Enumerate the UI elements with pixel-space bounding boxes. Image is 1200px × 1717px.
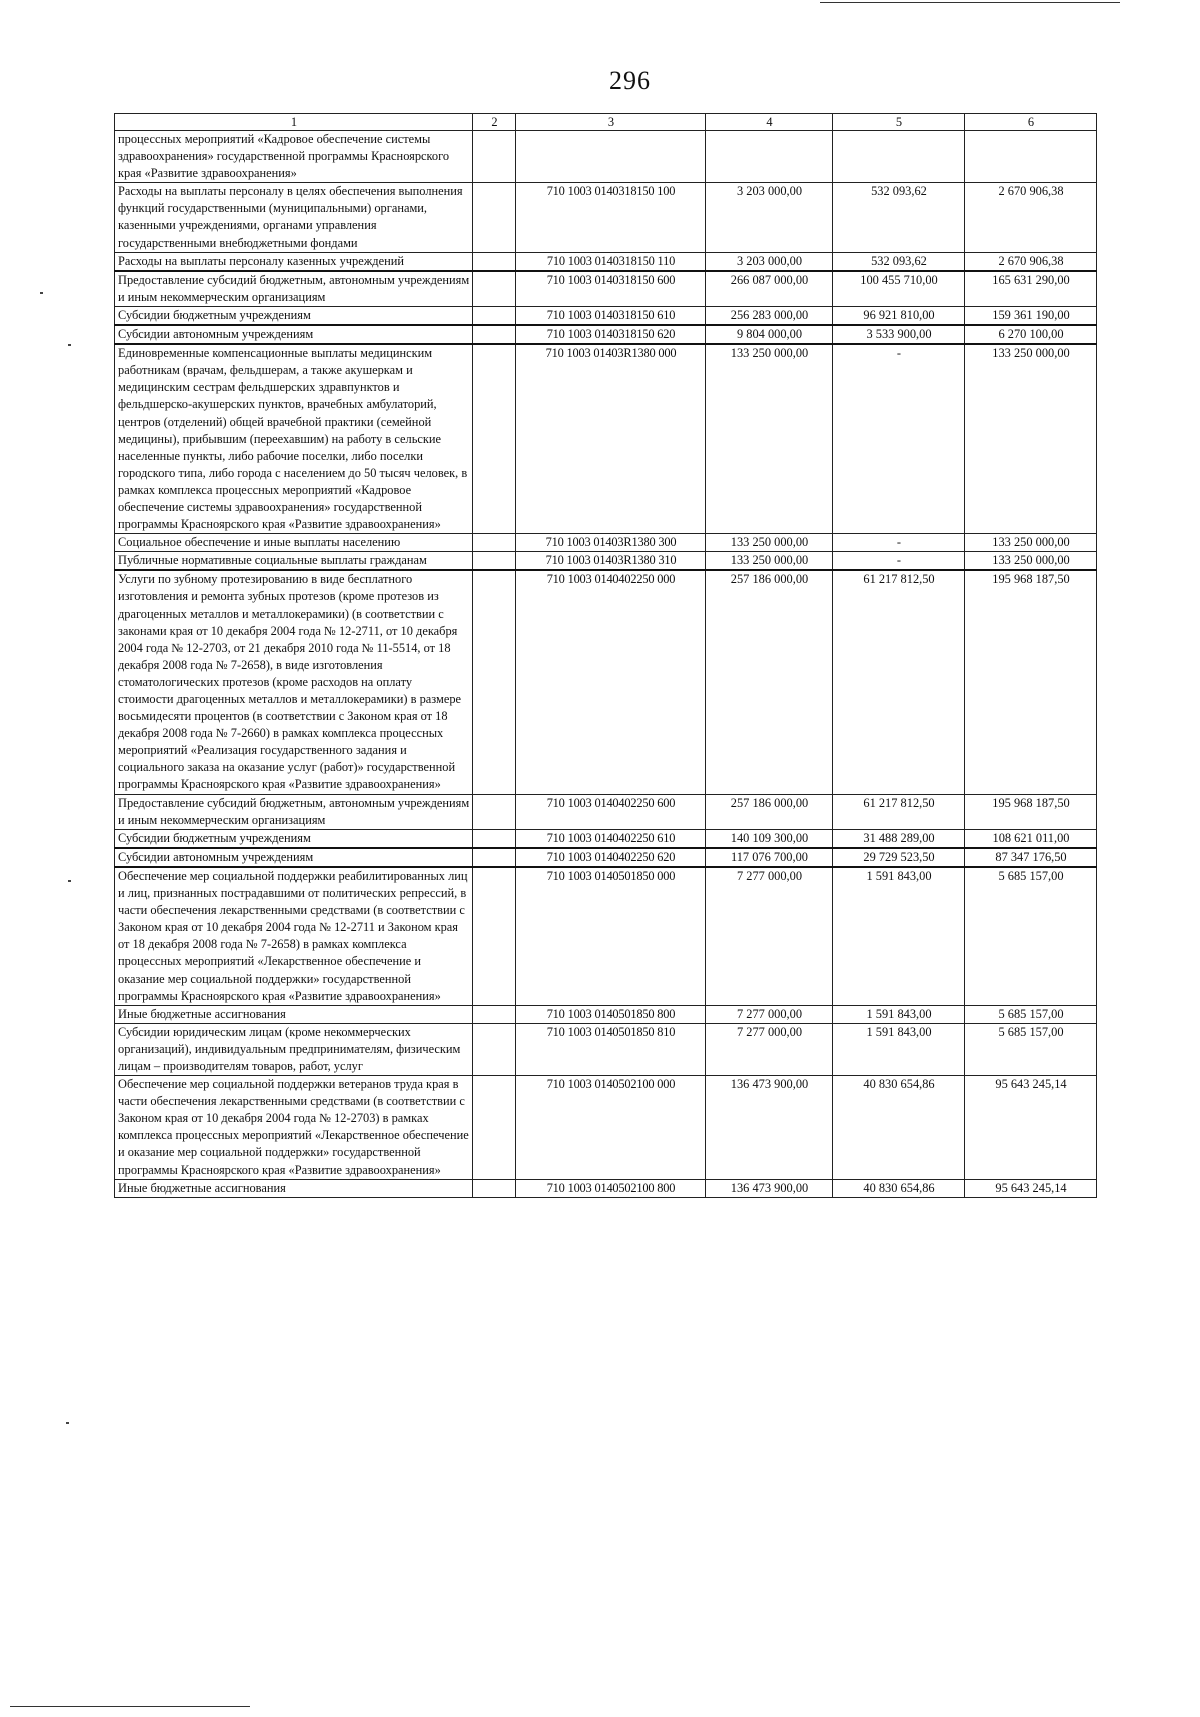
row-value-cell: 100 455 710,00	[833, 271, 965, 307]
column-number-row	[115, 114, 1097, 131]
row-name-cell: Услуги по зубному протезированию в виде бесплатного изготовления и ремонта зубных протезов (кроме протезов из драгоценных металлов и металлокерамики) (в соответствии с законами края от 10 декабря 2004 года № 12-2711, от 10 декабря 2004 года № 12-2703, от 21 декабря 2010 года № 11-5514, от 18 декабря 2008 года № 7-2658), в виде изготовления стоматологических протезов (кроме расходов на оплату стоимости драгоценных металлов и металлокерамики) в размере восьмидесяти процентов (в соответствии с Законом края от 18 декабря 2008 года № 7-2660) в рамках комплекса процессных мероприятий «Реализация государственного задания и социального заказа на оказание услуг (работ)» государственной программы Красноярского края «Развитие здравоохранения»	[115, 570, 473, 794]
row-value-cell: 5 685 157,00	[965, 867, 1097, 1005]
column-header: 5	[833, 114, 965, 131]
row-value-cell: 87 347 176,50	[965, 848, 1097, 867]
row-value-cell: 3 203 000,00	[706, 252, 833, 271]
row-value-cell: 133 250 000,00	[706, 344, 833, 534]
table-row	[115, 325, 1097, 344]
bottom-scan-edge	[10, 1706, 250, 1707]
row-value-cell: 31 488 289,00	[833, 829, 965, 848]
row-value-cell: 40 830 654,86	[833, 1179, 965, 1197]
row-empty-cell	[473, 534, 516, 552]
margin-mark	[40, 292, 43, 294]
row-value-cell: 40 830 654,86	[833, 1076, 965, 1180]
row-empty-cell	[473, 1179, 516, 1197]
column-header: 4	[706, 114, 833, 131]
table-row	[115, 867, 1097, 1005]
row-code-cell: 710 1003 0140402250 000	[516, 570, 706, 794]
row-name-cell: Субсидии бюджетным учреждениям	[115, 306, 473, 325]
row-value-cell: 117 076 700,00	[706, 848, 833, 867]
column-header: 6	[965, 114, 1097, 131]
row-code-cell: 710 1003 0140501850 810	[516, 1023, 706, 1075]
row-value-cell: 133 250 000,00	[706, 534, 833, 552]
row-name-cell: Обеспечение мер социальной поддержки ветеранов труда края в части обеспечения лекарственными средствами (в соответствии с Законом края от 10 декабря 2004 года № 12-2703) в рамках комплекса процессных мероприятий «Лекарственное обеспечение и оказание мер социальной поддержки» государственной программы Красноярского края «Развитие здравоохранения»	[115, 1076, 473, 1180]
row-code-cell: 710 1003 0140402250 610	[516, 829, 706, 848]
row-value-cell: 133 250 000,00	[965, 552, 1097, 571]
row-code-cell: 710 1003 01403R1380 300	[516, 534, 706, 552]
row-value-cell: 2 670 906,38	[965, 252, 1097, 271]
table-row	[115, 306, 1097, 325]
row-empty-cell	[473, 848, 516, 867]
row-empty-cell	[473, 252, 516, 271]
column-header: 1	[115, 114, 473, 131]
table-row	[115, 534, 1097, 552]
row-name-cell: Субсидии автономным учреждениям	[115, 848, 473, 867]
row-value-cell: 159 361 190,00	[965, 306, 1097, 325]
row-name-cell: Субсидии юридическим лицам (кроме некоммерческих организаций), индивидуальным предпринимателям, физическим лицам – производителям товаров, работ, услуг	[115, 1023, 473, 1075]
row-value-cell: 29 729 523,50	[833, 848, 965, 867]
row-code-cell: 710 1003 0140502100 800	[516, 1179, 706, 1197]
row-value-cell: 108 621 011,00	[965, 829, 1097, 848]
row-empty-cell	[473, 829, 516, 848]
table-row	[115, 344, 1097, 534]
margin-mark	[66, 1422, 69, 1424]
row-value-cell: 95 643 245,14	[965, 1179, 1097, 1197]
row-empty-cell	[473, 183, 516, 252]
row-name-cell: Субсидии бюджетным учреждениям	[115, 829, 473, 848]
row-code-cell: 710 1003 0140318150 610	[516, 306, 706, 325]
row-value-cell: 140 109 300,00	[706, 829, 833, 848]
table-row	[115, 252, 1097, 271]
row-code-cell: 710 1003 0140318150 620	[516, 325, 706, 344]
page-number: 296	[609, 66, 651, 95]
row-name-cell: Иные бюджетные ассигнования	[115, 1005, 473, 1023]
row-value-cell: 532 093,62	[833, 252, 965, 271]
row-code-cell	[516, 131, 706, 183]
margin-mark	[68, 344, 71, 346]
table-row	[115, 552, 1097, 571]
row-empty-cell	[473, 1023, 516, 1075]
row-name-cell: Иные бюджетные ассигнования	[115, 1179, 473, 1197]
row-value-cell: -	[833, 552, 965, 571]
table-row	[115, 1076, 1097, 1180]
column-header: 3	[516, 114, 706, 131]
table-row	[115, 794, 1097, 829]
row-value-cell: 256 283 000,00	[706, 306, 833, 325]
row-value-cell: 133 250 000,00	[706, 552, 833, 571]
row-name-cell: Субсидии автономным учреждениям	[115, 325, 473, 344]
top-scan-edge	[820, 2, 1120, 3]
row-value-cell: 5 685 157,00	[965, 1023, 1097, 1075]
table-row	[115, 829, 1097, 848]
row-code-cell: 710 1003 0140402250 600	[516, 794, 706, 829]
row-value-cell: 136 473 900,00	[706, 1179, 833, 1197]
row-value-cell: 61 217 812,50	[833, 794, 965, 829]
row-value-cell: 2 670 906,38	[965, 183, 1097, 252]
table-row	[115, 848, 1097, 867]
row-name-cell: Предоставление субсидий бюджетным, автономным учреждениям и иным некоммерческим организациям	[115, 794, 473, 829]
row-value-cell: 6 270 100,00	[965, 325, 1097, 344]
row-value-cell: 136 473 900,00	[706, 1076, 833, 1180]
row-empty-cell	[473, 552, 516, 571]
row-name-cell: Предоставление субсидий бюджетным, автономным учреждениям и иным некоммерческим организациям	[115, 271, 473, 307]
row-code-cell: 710 1003 0140501850 800	[516, 1005, 706, 1023]
table-row	[115, 570, 1097, 794]
row-value-cell: 3 533 900,00	[833, 325, 965, 344]
row-value-cell: 9 804 000,00	[706, 325, 833, 344]
row-value-cell: -	[833, 534, 965, 552]
table-row	[115, 131, 1097, 183]
row-empty-cell	[473, 1076, 516, 1180]
table-row	[115, 1005, 1097, 1023]
row-code-cell: 710 1003 0140318150 600	[516, 271, 706, 307]
row-value-cell	[833, 131, 965, 183]
row-value-cell: 7 277 000,00	[706, 867, 833, 1005]
row-empty-cell	[473, 570, 516, 794]
row-value-cell: 257 186 000,00	[706, 794, 833, 829]
row-name-cell: Социальное обеспечение и иные выплаты населению	[115, 534, 473, 552]
row-value-cell: 1 591 843,00	[833, 867, 965, 1005]
row-code-cell: 710 1003 0140402250 620	[516, 848, 706, 867]
row-empty-cell	[473, 325, 516, 344]
row-value-cell: 95 643 245,14	[965, 1076, 1097, 1180]
row-value-cell: 96 921 810,00	[833, 306, 965, 325]
row-value-cell: 133 250 000,00	[965, 534, 1097, 552]
row-code-cell: 710 1003 0140502100 000	[516, 1076, 706, 1180]
row-empty-cell	[473, 344, 516, 534]
table-row	[115, 1179, 1097, 1197]
row-empty-cell	[473, 306, 516, 325]
row-code-cell: 710 1003 0140318150 100	[516, 183, 706, 252]
row-empty-cell	[473, 271, 516, 307]
row-name-cell: Расходы на выплаты персоналу казенных учреждений	[115, 252, 473, 271]
table-row	[115, 183, 1097, 252]
row-value-cell: 3 203 000,00	[706, 183, 833, 252]
row-empty-cell	[473, 867, 516, 1005]
row-empty-cell	[473, 794, 516, 829]
row-empty-cell	[473, 131, 516, 183]
row-code-cell: 710 1003 01403R1380 000	[516, 344, 706, 534]
row-code-cell: 710 1003 0140501850 000	[516, 867, 706, 1005]
row-value-cell: 195 968 187,50	[965, 570, 1097, 794]
row-value-cell: 257 186 000,00	[706, 570, 833, 794]
row-value-cell: 532 093,62	[833, 183, 965, 252]
row-name-cell: Расходы на выплаты персоналу в целях обеспечения выполнения функций государственными (муниципальными) органами, казенными учреждениями, органами управления государственными внебюджетными фондами	[115, 183, 473, 252]
row-value-cell: 195 968 187,50	[965, 794, 1097, 829]
column-header: 2	[473, 114, 516, 131]
row-value-cell: 133 250 000,00	[965, 344, 1097, 534]
row-value-cell: -	[833, 344, 965, 534]
row-value-cell: 1 591 843,00	[833, 1023, 965, 1075]
table-row	[115, 1023, 1097, 1075]
row-code-cell: 710 1003 0140318150 110	[516, 252, 706, 271]
row-code-cell: 710 1003 01403R1380 310	[516, 552, 706, 571]
budget-table	[114, 113, 1097, 1198]
row-value-cell: 61 217 812,50	[833, 570, 965, 794]
row-value-cell	[706, 131, 833, 183]
row-value-cell: 7 277 000,00	[706, 1005, 833, 1023]
row-name-cell: процессных мероприятий «Кадровое обеспечение системы здравоохранения» государственной программы Красноярского края «Развитие здравоохранения»	[115, 131, 473, 183]
row-name-cell: Обеспечение мер социальной поддержки реабилитированных лиц и лиц, признанных пострадавшими от политических репрессий, в части обеспечения лекарственными средствами (в соответствии с Законом края от 10 декабря 2004 года № 12-2711 и Законом края от 18 декабря 2008 года № 7-2658) в рамках комплекса процессных мероприятий «Лекарственное обеспечение и оказание мер социальной поддержки» государственной программы Красноярского края «Развитие здравоохранения»	[115, 867, 473, 1005]
row-value-cell: 165 631 290,00	[965, 271, 1097, 307]
margin-mark	[68, 880, 71, 882]
row-value-cell: 266 087 000,00	[706, 271, 833, 307]
row-value-cell: 1 591 843,00	[833, 1005, 965, 1023]
row-name-cell: Публичные нормативные социальные выплаты гражданам	[115, 552, 473, 571]
row-value-cell: 5 685 157,00	[965, 1005, 1097, 1023]
row-value-cell: 7 277 000,00	[706, 1023, 833, 1075]
table-row	[115, 271, 1097, 307]
row-empty-cell	[473, 1005, 516, 1023]
row-value-cell	[965, 131, 1097, 183]
row-name-cell: Единовременные компенсационные выплаты медицинским работникам (врачам, фельдшерам, а также акушеркам и медицинским сестрам фельдшерских здравпунктов и фельдшерско-акушерских пунктов, врачебных амбулаторий, центров (отделений) общей врачебной практики (семейной медицины), прибывшим (переехавшим) на работу в сельские населенные пункты, либо рабочие поселки, либо поселки городского типа, либо города с населением до 50 тысяч человек, в рамках комплекса процессных мероприятий «Кадровое обеспечение системы здравоохранения» государственной программы Красноярского края «Развитие здравоохранения»	[115, 344, 473, 534]
